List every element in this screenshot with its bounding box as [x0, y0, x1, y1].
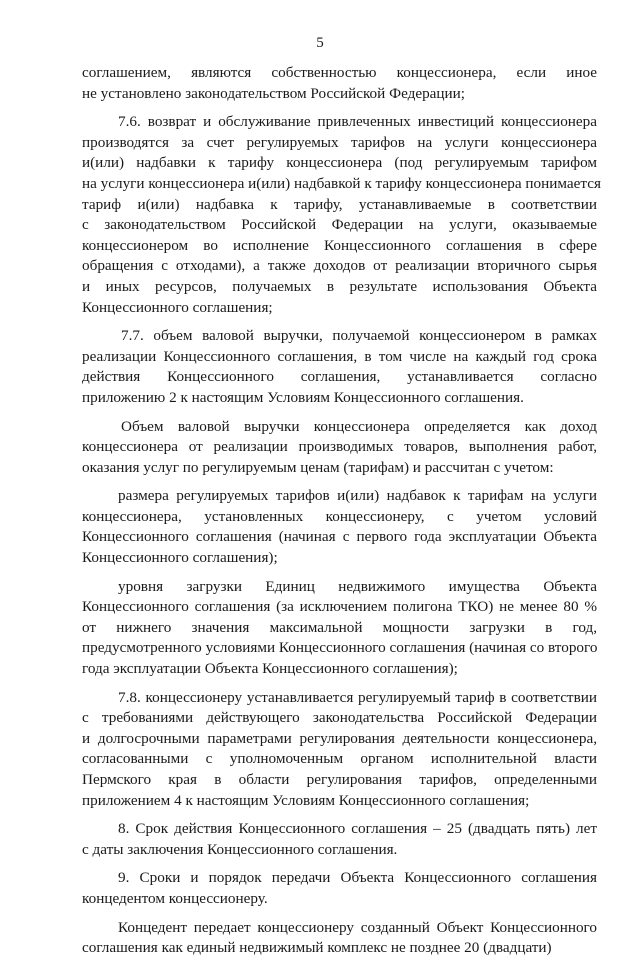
text-line: действия Концессионного соглашения, устанавливается согласно: [82, 368, 597, 386]
text-line: и иных ресурсов, получаемых в результате использования Объекта: [82, 277, 597, 295]
text-line: с требованиями действующего законодательства Российской Федерации: [82, 709, 597, 727]
text-line: Концессионного соглашения;: [82, 298, 273, 316]
text-line: Концедент передает концессионеру созданный Объект Концессионного: [118, 918, 597, 936]
text-line: Концессионного соглашения);: [82, 549, 278, 567]
paragraph: [82, 112, 601, 318]
paragraph: [82, 486, 597, 568]
text-line: соглашением, являются собственностью концессионера, если иное: [82, 64, 597, 81]
text-line: от нижнего значения максимальной мощности загрузки в год,: [82, 618, 597, 636]
text-line: Объем валовой выручки концессионера определяется как доход: [121, 417, 597, 435]
text-line: и долгосрочными параметрами регулирования деятельности концессионера,: [82, 729, 597, 747]
text-line: Концессионного соглашения (начиная с первого года эксплуатации Объекта: [82, 528, 597, 546]
text-line: приложением 4 к настоящим Условиям Концессионного соглашения;: [82, 791, 530, 809]
text-line: согласованными с уполномоченным органом исполнительной власти: [82, 750, 597, 768]
paragraph: [82, 918, 597, 959]
text-line: с законодательством Российской Федерации на услуги, оказываемые: [82, 216, 597, 234]
text-line: Пермского края в области регулирования тарифов, определенными: [82, 771, 597, 788]
document-body: [82, 63, 601, 967]
text-line: и(или) надбавки к тарифу концессионера (под регулируемым тарифом: [82, 154, 597, 172]
paragraph: [82, 63, 597, 104]
text-line: концессионера, установленных концессионеру, с учетом условий: [82, 507, 597, 525]
text-line: реализации Концессионного соглашения, в том числе на каждый год срока: [82, 347, 597, 365]
text-line: с даты заключения Концессионного соглашения.: [82, 840, 398, 858]
text-line: обращения с отходами), а также доходов от реализации вторичного сырья: [82, 257, 597, 275]
text-line: приложению 2 к настоящим Условиям Концессионного соглашения.: [82, 388, 524, 406]
text-line: концессионера от реализации производимых товаров, выполнения работ,: [82, 438, 597, 456]
text-line: концедентом концессионеру.: [82, 889, 268, 907]
paragraph: [82, 819, 597, 860]
text-line: соглашения как единый недвижимый комплекс не позднее 20 (двадцати): [82, 939, 552, 957]
text-line: Концессионного соглашения (за исключением полигона ТКО) не менее 80 %: [82, 598, 597, 616]
text-line: уровня загрузки Единиц недвижимого имущества Объекта: [118, 577, 597, 595]
text-line: производятся за счет регулируемых тарифов на услуги концессионера: [82, 133, 597, 151]
text-line: оказания услуг по регулируемым ценам (тарифам) и рассчитан с учетом:: [82, 458, 554, 476]
paragraph: [82, 688, 597, 812]
text-line: на услуги концессионера и(или) надбавкой к тарифу концессионера понимается: [82, 174, 601, 192]
text-line: 7.6. возврат и обслуживание привлеченных инвестиций концессионера: [118, 113, 597, 131]
text-line: не установлено законодательством Российской Федерации;: [82, 84, 466, 102]
text-line: года эксплуатации Объекта Концессионного соглашения);: [82, 660, 458, 678]
paragraph: [82, 326, 597, 408]
page-number: 5: [316, 35, 324, 51]
text-line: концессионером во исполнение Концессионного соглашения в сфере: [82, 236, 597, 254]
paragraph: [82, 577, 597, 680]
text-line: размера регулируемых тарифов и(или) надбавок к тарифам на услуги: [118, 487, 597, 505]
text-line: 9. Сроки и порядок передачи Объекта Концессионного соглашения: [118, 869, 597, 887]
text-line: предусмотренного условиями Концессионного соглашения (начиная со второго: [82, 639, 598, 657]
text-line: тариф и(или) надбавка к тарифу, устанавливаемые в соответствии: [82, 195, 597, 213]
text-line: 7.7. объем валовой выручки, получаемой концессионером в рамках: [121, 327, 597, 345]
paragraph: [82, 868, 597, 909]
paragraph: [82, 417, 597, 479]
text-line: 8. Срок действия Концессионного соглашения – 25 (двадцать пять) лет: [118, 820, 597, 838]
text-line: 7.8. концессионеру устанавливается регулируемый тариф в соответствии: [118, 688, 597, 706]
